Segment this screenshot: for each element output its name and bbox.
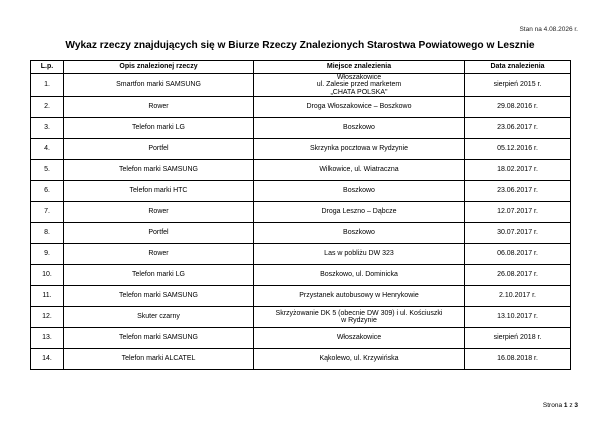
cell-location [254,118,465,139]
cell-description: Rower [64,244,254,265]
location-line: Przystanek autobusowy w Henrykowie [299,292,419,300]
location-line: Boszkowo [343,229,375,237]
page-current: 1 [563,402,568,409]
cell-description: Portfel [64,139,254,160]
table-row [31,202,571,223]
table-row [31,74,571,97]
cell-lp: 6. [31,181,64,202]
cell-lp: 2. [31,97,64,118]
cell-lp: 12. [31,307,64,328]
table-row [31,160,571,181]
cell-date: 13.10.2017 r. [465,307,571,328]
location-line: Boszkowo [343,124,375,132]
cell-lp: 13. [31,328,64,349]
table-body [31,74,571,370]
table-row [31,139,571,160]
found-items-table [30,60,571,370]
location-line: Kąkolewo, ul. Krzywińska [319,355,399,363]
location-line: Boszkowo, ul. Dominicka [320,271,398,279]
column-header-date: Data znalezienia [465,61,571,74]
cell-date: 23.06.2017 r. [465,181,571,202]
page-counter [543,402,578,409]
cell-location [254,265,465,286]
cell-description: Telefon marki LG [64,265,254,286]
cell-date: sierpień 2018 r. [465,328,571,349]
table-row [31,265,571,286]
cell-description: Telefon marki SAMSUNG [64,160,254,181]
location-line: Droga Włoszakowice – Boszkowo [306,103,412,111]
cell-description: Rower [64,97,254,118]
location-line: „CHATA POLSKA" [330,88,388,96]
location-line: Droga Leszno – Dąbcze [321,208,397,216]
cell-date: 05.12.2016 r. [465,139,571,160]
cell-location [254,139,465,160]
cell-description: Telefon marki ALCATEL [64,349,254,370]
cell-location [254,223,465,244]
cell-lp: 8. [31,223,64,244]
location-line: Las w pobliżu DW 323 [324,250,394,258]
table-row [31,223,571,244]
cell-lp: 7. [31,202,64,223]
column-header-lp: L.p. [31,61,64,74]
cell-description: Telefon marki HTC [64,181,254,202]
cell-description: Rower [64,202,254,223]
cell-date: 06.08.2017 r. [465,244,571,265]
cell-location [254,160,465,181]
status-date-stamp: Stan na 4.08.2026 r. [519,26,578,33]
cell-lp: 10. [31,265,64,286]
cell-lp: 11. [31,286,64,307]
location-line: Skrzynka pocztowa w Rydzynie [309,145,409,153]
cell-date: 23.06.2017 r. [465,118,571,139]
cell-lp: 3. [31,118,64,139]
cell-description: Smartfon marki SAMSUNG [64,74,254,97]
location-line: w Rydzynie [341,317,377,325]
cell-description: Telefon marki SAMSUNG [64,286,254,307]
cell-description: Telefon marki SAMSUNG [64,328,254,349]
page-label: Strona [542,402,563,409]
table-row [31,328,571,349]
cell-location [254,74,465,97]
cell-location [254,307,465,328]
cell-location [254,97,465,118]
location-line: Boszkowo [343,187,375,195]
cell-lp: 9. [31,244,64,265]
cell-date: 2.10.2017 r. [465,286,571,307]
table-row [31,118,571,139]
location-line: Włoszakowice [336,334,382,342]
cell-lp: 14. [31,349,64,370]
column-header-description: Opis znalezionej rzeczy [64,61,254,74]
cell-lp: 1. [31,74,64,97]
cell-description: Telefon marki LG [64,118,254,139]
table-row [31,307,571,328]
page-total: 3 [574,402,578,409]
cell-date: 30.07.2017 r. [465,223,571,244]
cell-date: 18.02.2017 r. [465,160,571,181]
cell-date: 16.08.2018 r. [465,349,571,370]
cell-location [254,349,465,370]
cell-lp: 5. [31,160,64,181]
cell-location [254,328,465,349]
cell-location [254,202,465,223]
table-row [31,97,571,118]
location-line: Skrzyżowanie DK 5 (obecnie DW 309) i ul. Kościuszki [275,309,443,317]
column-header-location: Miejsce znalezienia [254,61,465,74]
cell-date: 26.08.2017 r. [465,265,571,286]
location-line: Włoszakowice [336,74,382,81]
location-line: ul. Zalesie przed marketem [316,81,402,89]
table-row [31,349,571,370]
cell-location [254,286,465,307]
table-header-row [31,61,571,74]
cell-description: Skuter czarny [64,307,254,328]
cell-location [254,181,465,202]
table-row [31,181,571,202]
page-separator: z [569,402,573,409]
cell-date: 29.08.2016 r. [465,97,571,118]
cell-date: sierpień 2015 r. [465,74,571,97]
table-row [31,244,571,265]
page-title: Wykaz rzeczy znajdujących się w Biurze Rzeczy Znalezionych Starostwa Powiatowego w Lesznie [65,40,535,51]
location-line: Wilkowice, ul. Wiatraczna [319,166,399,174]
cell-lp: 4. [31,139,64,160]
cell-description: Portfel [64,223,254,244]
cell-date: 12.07.2017 r. [465,202,571,223]
table-row [31,286,571,307]
cell-location [254,244,465,265]
